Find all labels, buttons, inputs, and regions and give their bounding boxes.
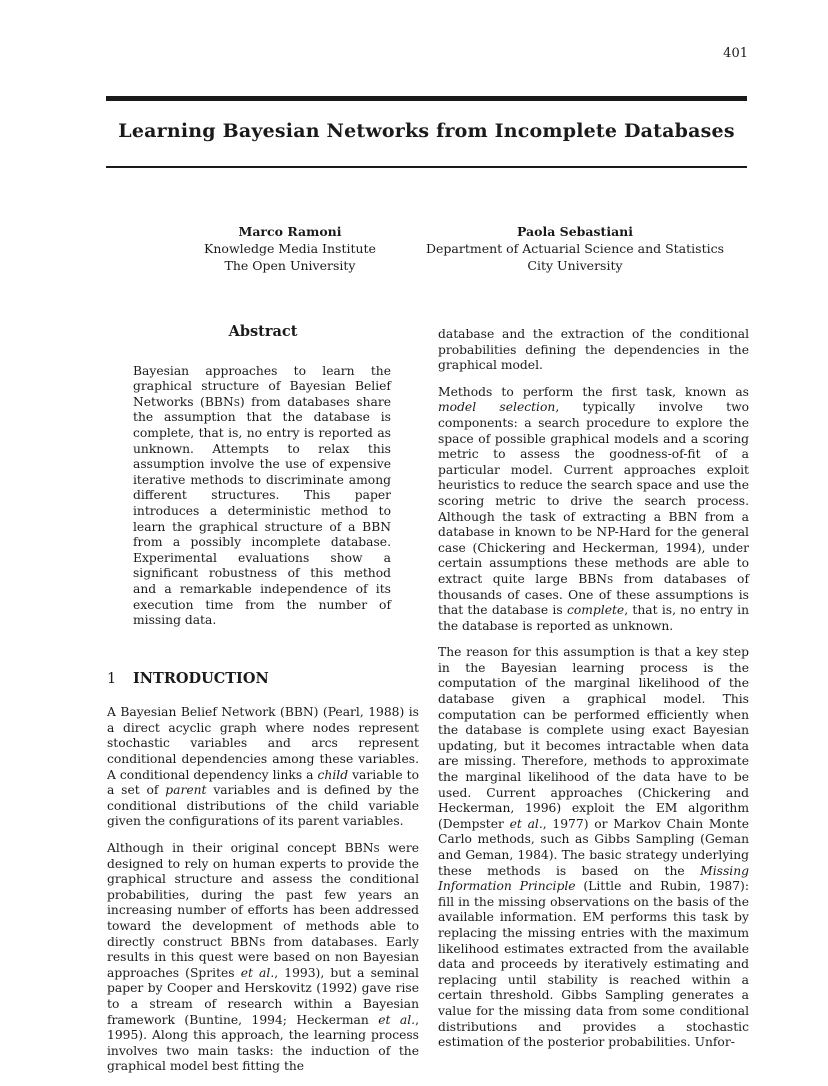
- body-paragraph-1: database and the extraction of the conditional probabilities defining the dependencies in the graphical model.: [438, 327, 749, 373]
- paper-title: Learning Bayesian Networks from Incomplete Databases: [118, 120, 735, 142]
- title-rule-bottom: [106, 166, 747, 168]
- author-name: Marco Ramoni: [238, 224, 342, 239]
- page-number: 401: [723, 46, 748, 61]
- author-institution: City University: [527, 258, 623, 273]
- abstract-body: Bayesian approaches to learn the graphical structure of Bayesian Belief Networks (BBNs) from databases share the assumption that the database is complete, that is, no entry is reported as unknown. Attempts to relax this assumption involve the use of expensive iterative methods to discriminate among different structures. This paper introduces a deterministic method to learn the graphical structure of a BBN from a possibly incomplete database. Experimental evaluations show a significant robustness of this method and a remarkable independence of its execution time from the number of missing data.: [133, 363, 392, 628]
- author-affiliation: Knowledge Media Institute: [204, 241, 376, 256]
- body-paragraph-3: The reason for this assumption is that a key step in the Bayesian learning process is the computation of the marginal likelihood of the database given a graphical model. This computation can be performed efficiently when the database is complete using exact Bayesian updating, but it becomes intractable when data are missing. Therefore, methods to approximate the marginal likelihood of the data have to be used. Current approaches (Chickering and Heckerman, 1996) exploit the EM algorithm (Dempster et al., 1977) or Markov Chain Monte Carlo methods, such as Gibbs Sampling (Geman and Geman, 1984). The basic strategy underlying these methods is based on the Missing Information Principle (Little and Rubin, 1987): fill in the missing observations on the basis of the available information. EM performs this task by replacing the missing entries with the maximum likelihood estimates extracted from the available data and proceeds by iteratively estimating and replacing until stability is reached within a certain threshold. Gibbs Sampling generates a value for the missing data from some conditional distributions and provides a stochastic estimation of the posterior probabilities. Unfor-: [438, 645, 750, 1050]
- author-name: Paola Sebastiani: [516, 224, 633, 239]
- author-block-2: [420, 223, 730, 274]
- author-block-1: [200, 223, 380, 274]
- intro-paragraph-1: A Bayesian Belief Network (BBN) (Pearl, 1988) is a direct acyclic graph where nodes represent stochastic variables and arcs represent conditional dependencies among these variables. A conditional dependency links a child variable to a set of parent variables and is defined by the conditional distributions of the child variable given the configurations of its parent variables.: [107, 705, 419, 829]
- title-rule-top: [106, 96, 747, 101]
- author-institution: The Open University: [224, 258, 356, 273]
- left-column: [107, 324, 419, 1086]
- body-paragraph-2: Methods to perform the first task, known as model selection, typically involve two components: a search procedure to explore the space of possible graphical models and a scoring metric to assess the goodness-of-fit of a particular model. Current approaches exploit heuristics to reduce the search space and use the scoring metric to drive the search process. Although the task of extracting a BBN from a database in known to be NP-Hard for the general case (Chickering and Heckerman, 1994), under certain assumptions these methods are able to extract quite large BBNs from databases of thousands of cases. One of these assumptions is that the database is complete, that is, no entry in the database is reported as unknown.: [438, 384, 750, 633]
- abstract-heading: Abstract: [228, 323, 298, 340]
- intro-paragraph-2: Although in their original concept BBNs were designed to rely on human experts to provide the graphical structure and assess the conditional probabilities, during the past few years an increasing number of efforts has been addressed toward the development of methods able to directly construct BBNs from databases. Early results in this quest were based on non Bayesian approaches (Sprites et al., 1993), but a seminal paper by Cooper and Herskovitz (1992) gave rise to a stream of research within a Bayesian framework (Buntine, 1994; Heckerman et al., 1995). Along this approach, the learning process involves two main tasks: the induction of the graphical model best fitting the: [107, 841, 419, 1074]
- right-column: [438, 327, 749, 1062]
- section-heading-introduction: 1 INTRODUCTION: [107, 669, 269, 687]
- author-affiliation: Department of Actuarial Science and Statistics: [425, 241, 725, 256]
